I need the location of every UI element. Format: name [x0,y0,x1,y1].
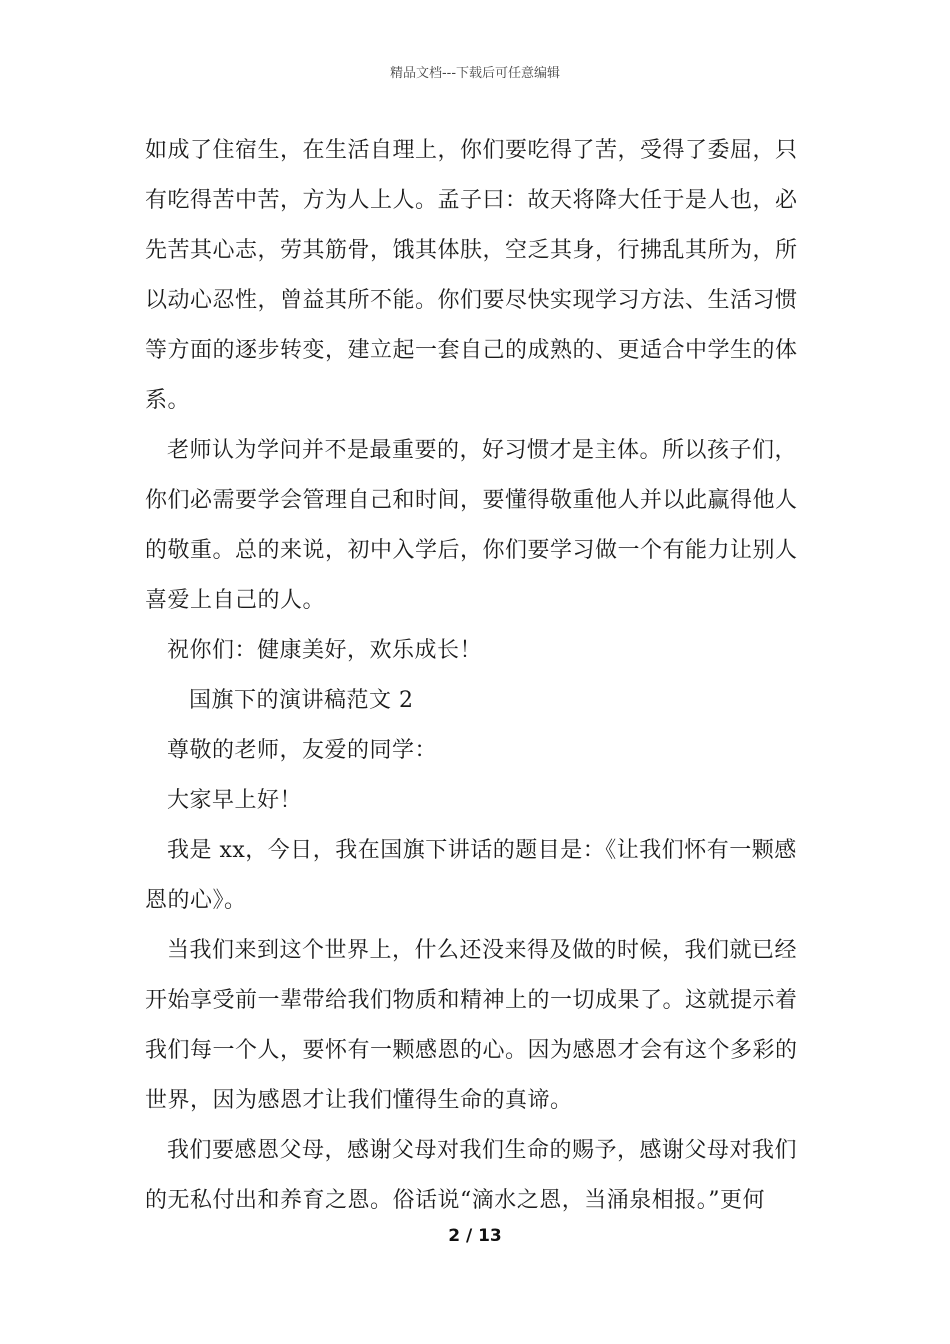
greeting: 大家早上好！ [167,788,303,813]
text-line: 有吃得苦中苦，方为人上人。孟子曰：故天将降大任于是人也，必 [145,188,798,213]
closing-wish: 祝你们：健康美好，欢乐成长！ [167,638,483,663]
page-header: 精品文档---下载后可任意编辑 [389,66,561,81]
page-number: 2 / 13 [448,1226,502,1246]
paragraph-start: 我们要感恩父母，感谢父母对我们生命的赐予，感谢父母对我们 [167,1138,798,1163]
text-line: 我们每一个人，要怀有一颗感恩的心。因为感恩才会有这个多彩的 [145,1038,798,1063]
section-title: 国旗下的演讲稿范文 2 [189,688,414,713]
text-line: 喜爱上自己的人。 [145,588,326,613]
text-line: 的无私付出和养育之恩。俗话说“滴水之恩，当涌泉相报。”更何 [145,1188,765,1213]
text-line: 如成了住宿生，在生活自理上，你们要吃得了苦，受得了委屈，只 [145,138,798,163]
text-line: 的敬重。总的来说，初中入学后，你们要学习做一个有能力让别人 [145,538,798,563]
paragraph-start: 老师认为学问并不是最重要的，好习惯才是主体。所以孩子们， [167,438,798,463]
text-line: 先苦其心志，劳其筋骨，饿其体肤，空乏其身，行拂乱其所为，所 [145,238,798,263]
salutation: 尊敬的老师，友爱的同学： [167,738,438,763]
document-body [145,126,807,1226]
text-line: 世界，因为感恩才让我们懂得生命的真谛。 [145,1088,573,1113]
text-line: 系。 [145,388,191,413]
text-line: 恩的心》。 [145,888,247,913]
text-line: 你们必需要学会管理自己和时间，要懂得敬重他人并以此赢得他人 [145,488,798,513]
text-line: 等方面的逐步转变，建立起一套自己的成熟的、更适合中学生的体 [145,338,798,363]
paragraph-start: 当我们来到这个世界上，什么还没来得及做的时候，我们就已经 [167,938,798,963]
text-line: 以动心忍性，曾益其所不能。你们要尽快实现学习方法、生活习惯 [145,288,798,313]
paragraph-start: 我是 xx，今日，我在国旗下讲话的题目是：《让我们怀有一颗感 [167,838,797,863]
text-line: 开始享受前一辈带给我们物质和精神上的一切成果了。这就提示着 [145,988,798,1013]
